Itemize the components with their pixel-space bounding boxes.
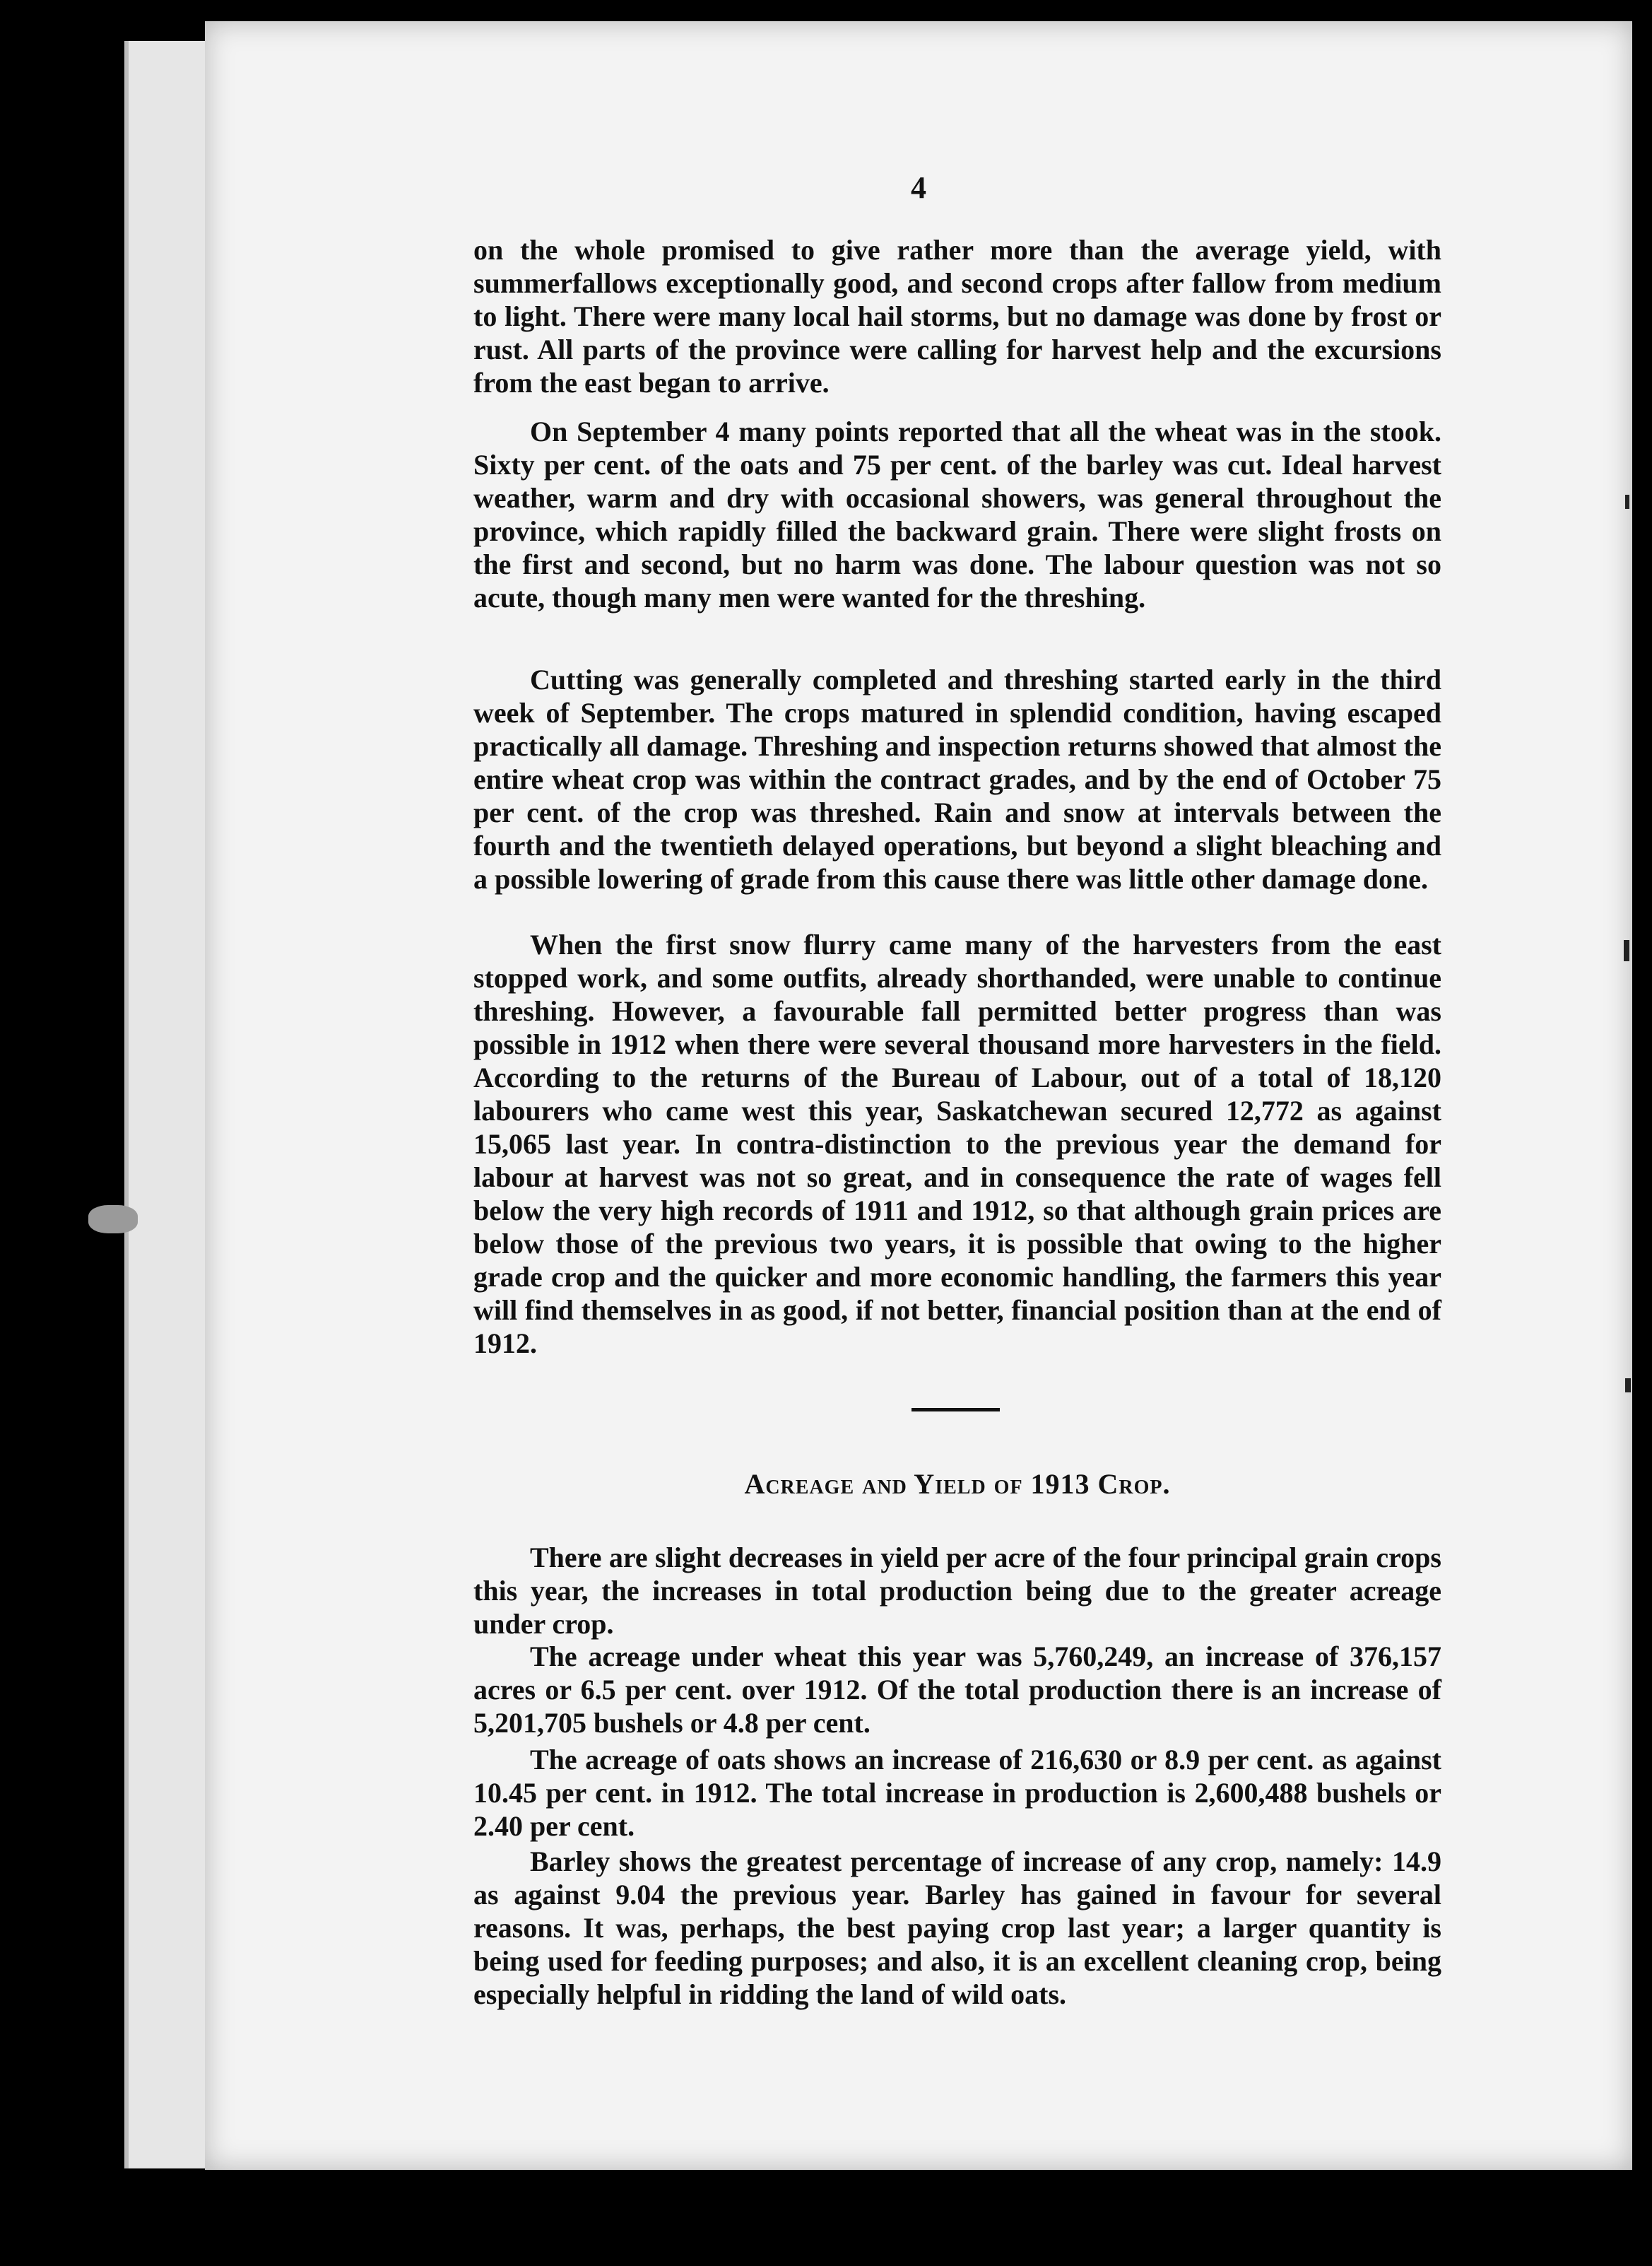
scan-speck [1625, 495, 1629, 509]
section-heading: Acreage and Yield of 1913 Crop. [744, 1468, 1171, 1500]
paragraph-1: on the whole promised to give rather more than the average yield, with summerfallows exceptionally good, and second crops after fallow from medium to light. There were many local hail storms, but no damage was done by frost or rust. All parts of the province were calling for harvest help and the excursions from the east began to arrive. [473, 234, 1441, 399]
section-paragraph-2: The acreage under wheat this year was 5,760,249, an increase of 376,157 acres or 6.5 per cent. over 1912. Of the total production there is an increase of 5,201,705 bushels or 4.8 per cent. [473, 1640, 1441, 1739]
paragraph-4: When the first snow flurry came many of the harvesters from the east stopped work, and some outfits, already shorthanded, were unable to continue threshing. However, a favourable fall permitted better progress than was possible in 1912 when there were several thousand more harvesters in the field. According to the returns of the Bureau of Labour, out of a total of 18,120 labourers who came west this year, Saskatchewan secured 12,772 as against 15,065 last year. In contra-distinction to the previous year the demand for labour at harvest was not so great, and in consequence the rate of wages fell below the very high records of 1911 and 1912, so that although grain prices are below those of the previous two years, it is possible that owing to the higher grade crop and the quicker and more economic handling, the farmers this year will find themselves in as good, if not better, financial position than at the end of 1912. [473, 929, 1441, 1359]
section-divider [911, 1408, 1000, 1411]
document-page [205, 21, 1632, 2170]
page-number: 4 [911, 170, 926, 205]
section-paragraph-3: The acreage of oats shows an increase of 216,630 or 8.9 per cent. as against 10.45 per cent. in 1912. The total increase in production is 2,600,488 bushels or 2.40 per cent. [473, 1744, 1441, 1842]
section-paragraph-1: There are slight decreases in yield per acre of the four principal grain crops this year, the increases in total production being due to the greater acreage under crop. [473, 1542, 1441, 1640]
scan-speck [1625, 1378, 1631, 1392]
paragraph-3: Cutting was generally completed and threshing started early in the third week of September. The crops matured in splendid condition, having escaped practically all damage. Threshing and inspection returns showed that almost the entire wheat crop was within the contract grades, and by the end of October 75 per cent. of the crop was threshed. Rain and snow at intervals between the fourth and the twentieth delayed operations, but beyond a slight bleaching and a possible lowering of grade from this cause there was little other damage done. [473, 664, 1441, 895]
scan-artifact-clip [88, 1205, 138, 1233]
paragraph-2: On September 4 many points reported that all the wheat was in the stook. Sixty per cent. of the oats and 75 per cent. of the barley was cut. Ideal harvest weather, warm and dry with occasional showers, was general throughout the province, which rapidly filled the backward grain. There were slight frosts on the first and second, but no harm was done. The labour question was not so acute, though many men were wanted for the threshing. [473, 416, 1441, 614]
scan-speck [1624, 940, 1629, 961]
section-paragraph-4: Barley shows the greatest percentage of increase of any crop, namely: 14.9 as against 9.04 the previous year. Barley has gained in favour for several reasons. It was, perhaps, the best paying crop last year; a larger quantity is being used for feeding purposes; and also, it is an excellent cleaning crop, being especially helpful in ridding the land of wild oats. [473, 1845, 1441, 2010]
